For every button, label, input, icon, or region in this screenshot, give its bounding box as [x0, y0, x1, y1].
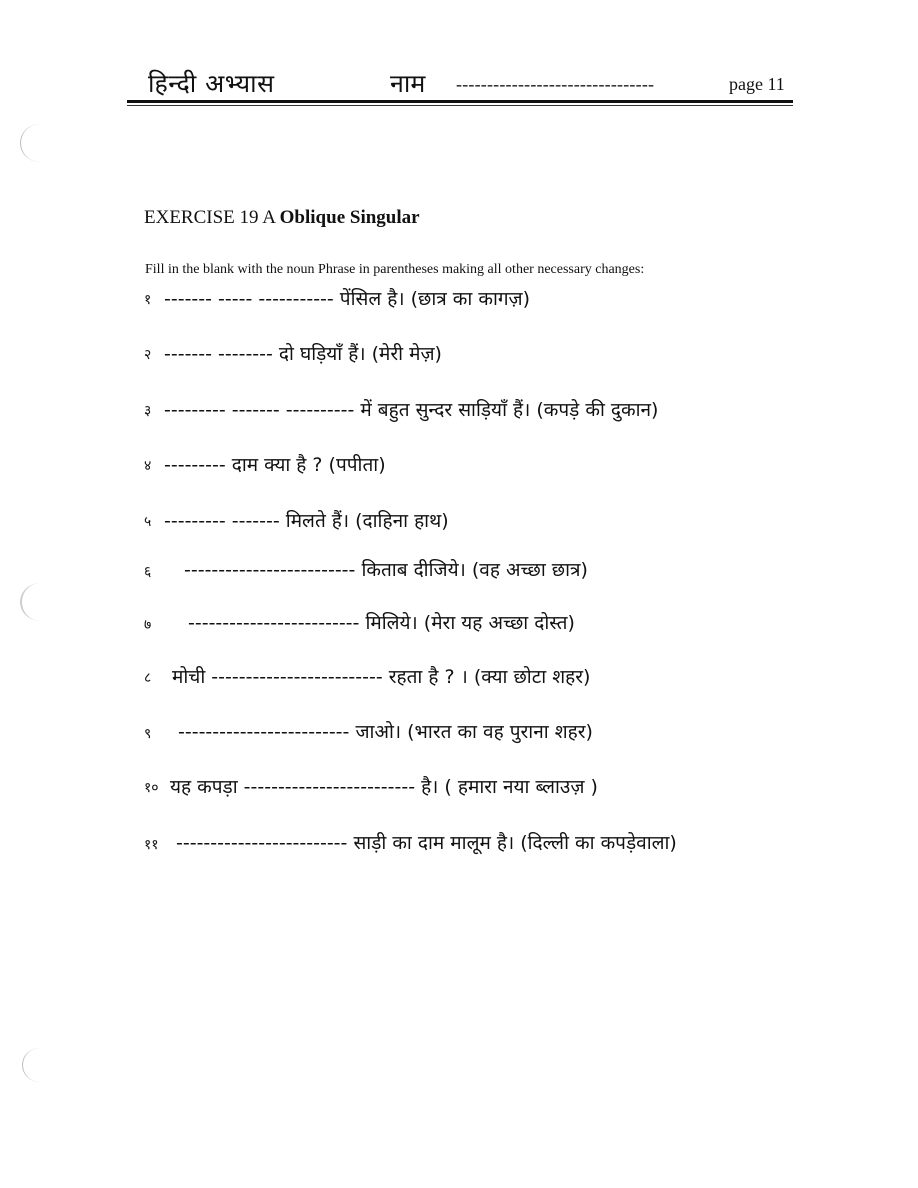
exercise-item	[144, 340, 784, 374]
item-sentence[interactable]: ------------------------- मिलिये। (मेरा यह अच्छा दोस्त)	[188, 612, 575, 634]
name-blank: --------------------------------	[456, 74, 655, 94]
item-number: ६	[144, 564, 152, 580]
scan-hole-mark	[20, 583, 60, 621]
item-sentence[interactable]: ------------------------- किताब दीजिये। (वह अच्छा छात्र)	[184, 559, 588, 581]
item-number: ५	[144, 514, 152, 530]
item-sentence[interactable]: ------- -------- दो घड़ियाँ हैं। (मेरी मेज़)	[164, 343, 442, 365]
exercise-item	[144, 396, 784, 430]
exercise-item	[144, 718, 784, 752]
instructions: Fill in the blank with the noun Phrase in parentheses making all other necessary changes:	[145, 262, 645, 277]
item-sentence[interactable]: --------- ------- मिलते हैं। (दाहिना हाथ)	[164, 510, 449, 532]
item-number: ११	[144, 837, 159, 853]
header-rule-thick	[127, 100, 793, 103]
name-label: नाम	[390, 69, 426, 98]
item-sentence[interactable]: ------------------------- जाओ। (भारत का वह पुराना शहर)	[178, 721, 593, 743]
item-number: १०	[144, 780, 159, 796]
exercise-item	[144, 285, 784, 319]
item-sentence[interactable]: यह कपड़ा ------------------------- है। ( हमारा नया ब्लाउज़ )	[170, 776, 598, 798]
item-sentence[interactable]: ------- ----- ----------- पेंसिल है। (छात्र का कागज़)	[164, 288, 531, 310]
item-number: ३	[144, 403, 152, 419]
item-number: ९	[144, 726, 152, 742]
header-rule-thin	[127, 105, 793, 106]
item-number: ८	[144, 670, 152, 686]
exercise-item	[144, 663, 784, 697]
item-sentence[interactable]: --------- ------- ---------- में बहुत सुन्दर साड़ियाँ हैं। (कपड़े की दुकान)	[164, 399, 659, 421]
item-sentence[interactable]: मोची ------------------------- रहता है ? । (क्या छोटा शहर)	[172, 666, 591, 688]
exercise-heading	[144, 207, 420, 229]
worksheet-title: हिन्दी अभ्यास	[148, 69, 275, 98]
page-number: page 11	[729, 74, 785, 94]
item-number: ७	[144, 617, 152, 633]
exercise-title: Oblique Singular	[279, 207, 420, 228]
exercise-item	[144, 556, 784, 590]
item-sentence[interactable]: ------------------------- साड़ी का दाम मालूम है। (दिल्ली का कपड़ेवाला)	[176, 832, 677, 854]
item-number: १	[144, 292, 152, 308]
item-number: २	[144, 347, 152, 363]
scan-hole-mark	[22, 1048, 57, 1082]
exercise-item	[144, 507, 784, 541]
scan-hole-mark	[20, 124, 59, 162]
exercise-item	[144, 609, 784, 643]
exercise-item	[144, 451, 784, 485]
item-number: ४	[144, 458, 152, 474]
exercise-item	[144, 829, 784, 863]
item-sentence[interactable]: --------- दाम क्या है ? (पपीता)	[164, 454, 386, 476]
exercise-number: EXERCISE 19 A	[144, 207, 275, 228]
exercise-item	[144, 773, 784, 807]
